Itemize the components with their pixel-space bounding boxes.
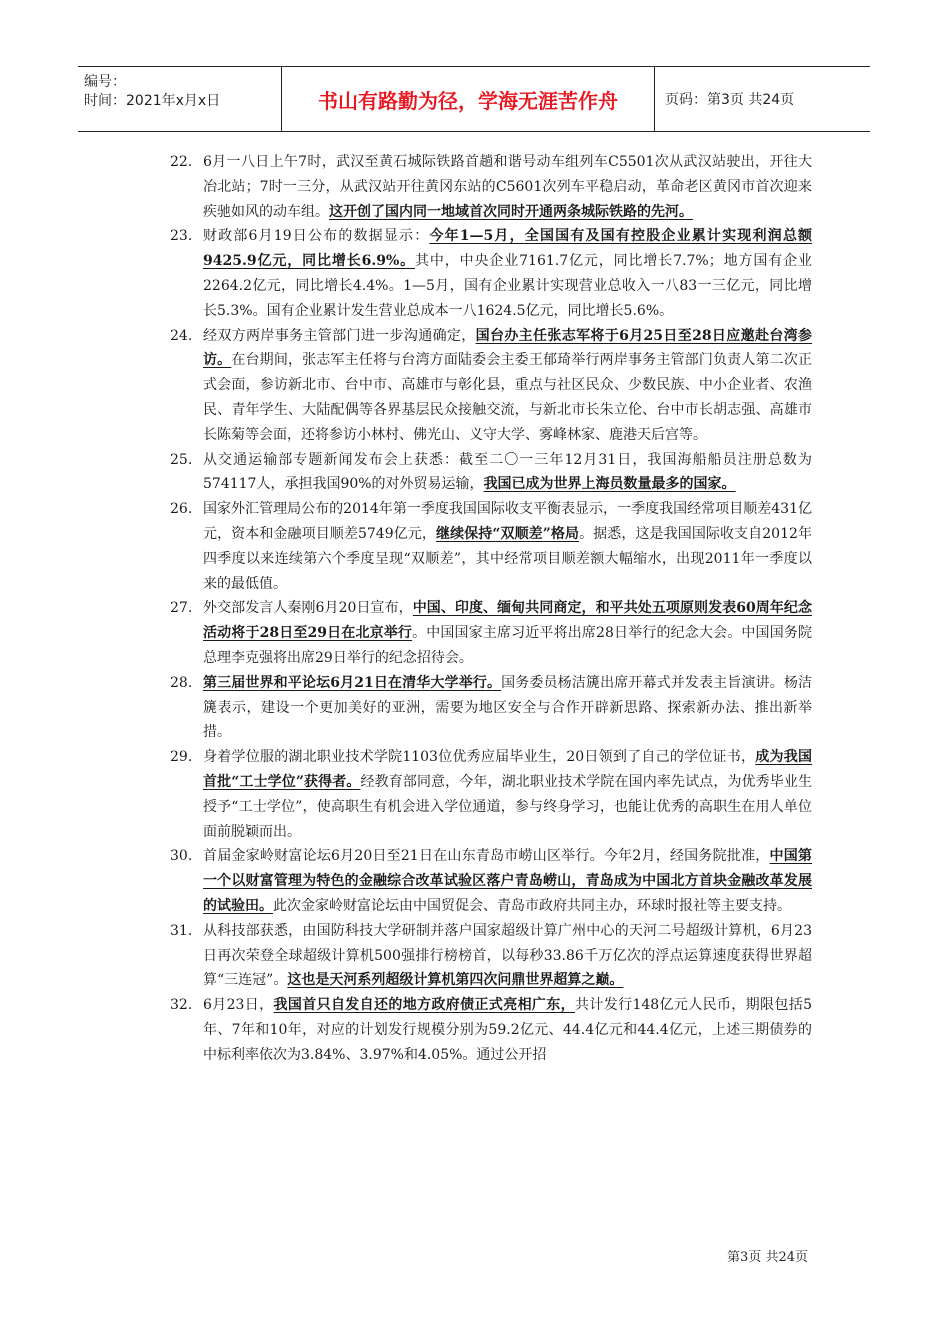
highlighted-text: 今年1—5月，全国国有及国有控股企业累计实现利润总额9425.9亿元，同比增长6.9%。 <box>203 228 812 270</box>
item-text: 国家外汇管理局公布的2014年第一季度我国国际收支平衡表显示，一季度我国经常项目顺差431亿元，资本和金融项目顺差5749亿元， <box>203 501 812 542</box>
list-item <box>170 844 812 918</box>
item-text: 首届金家岭财富论坛6月20日至21日在山东青岛市崂山区举行。今年2月，经国务院批准， <box>203 848 770 865</box>
list-item <box>170 497 812 596</box>
document-body <box>170 150 812 1067</box>
item-text: 6月23日， <box>203 997 274 1014</box>
item-text: 财政部6月19日公布的数据显示： <box>203 228 430 245</box>
list-item <box>170 150 812 224</box>
header-left-cell <box>78 67 282 131</box>
item-number: 27. <box>170 600 193 617</box>
highlighted-text: 这开创了国内同一地域首次同时开通两条城际铁路的先河。 <box>329 203 693 220</box>
document-date: 时间：2021年x月x日 <box>84 93 221 109</box>
header-motto: 书山有路勤为径，学海无涯苦作舟 <box>282 67 655 131</box>
highlighted-text: 国台办主任张志军将于6月25日至28日应邀赴台湾参访。 <box>203 327 812 369</box>
page-footer: 第3页 共24页 <box>727 1250 808 1265</box>
item-number: 32. <box>170 997 193 1014</box>
item-text: 经教育部同意，今年，湖北职业技术学院在国内率先试点，为优秀毕业生授予“工士学位”，使高职生有机会进入学位通道，参与终身学习，也能让优秀的高职生在用人单位面前脱颖而出。 <box>203 773 813 840</box>
list-item <box>170 224 812 323</box>
list-item <box>170 448 812 498</box>
item-text: 经双方两岸事务主管部门进一步沟通确定， <box>203 327 476 344</box>
highlighted-text: 中国第一个以财富管理为特色的金融综合改革试验区落户青岛崂山，青岛成为中国北方首块金融改革发展的试验田。 <box>203 848 813 914</box>
item-text: 。中国国家主席习近平将出席28日举行的纪念大会。中国国务院总理李克强将出席29日举行的纪念招待会。 <box>203 625 812 666</box>
item-number: 22. <box>170 154 193 170</box>
item-text: 此次金家岭财富论坛由中国贸促会、青岛市政府共同主办，环球时报社等主要支持。 <box>273 897 791 914</box>
highlighted-text: 我国已成为世界上海员数量最多的国家。 <box>483 476 736 493</box>
highlighted-text: 第三届世界和平论坛6月21日在清华大学举行。 <box>203 674 502 691</box>
highlighted-text: 我国首只自发自还的地方政府债正式亮相广东， <box>273 997 576 1014</box>
item-text: 共计发行148亿元人民币，期限包括5年、7年和10年，对应的计划发行规模分别为59.2亿元、44.4亿元和44.4亿元，上述三期债券的中标利率依次为3.84%、3.97%和4.05%。通过公开招 <box>203 997 812 1063</box>
item-text: 其中，中央企业7161.7亿元，同比增长7.7%；地方国有企业2264.2亿元，同比增长4.4%。1—5月，国有企业累计实现营业总收入一八83一三亿元，同比增长5.3%。国有企业累计发生营业总成本一八1624.5亿元，同比增长5.6%。 <box>203 253 812 319</box>
item-number: 25. <box>170 451 193 468</box>
list-item <box>170 993 812 1067</box>
highlighted-text: 这也是天河系列超级计算机第四次问鼎世界超算之巅。 <box>287 972 624 989</box>
list-item <box>170 324 812 448</box>
highlighted-text: 成为我国首批“工士学位”获得者。 <box>203 749 812 790</box>
item-text: 身着学位服的湖北职业技术学院1103位优秀应届毕业生，20日领到了自己的学位证书， <box>203 749 756 766</box>
list-item <box>170 919 812 993</box>
header-page-info: 页码：第3页 共24页 <box>665 92 795 108</box>
list-item <box>170 596 812 670</box>
item-number: 28. <box>170 674 193 691</box>
item-text: 。据悉，这是我国国际收支自2012年四季度以来连续第六个季度呈现“双顺差”，其中经常项目顺差额大幅缩水，出现2011年一季度以来的最低值。 <box>203 525 812 592</box>
highlighted-text: 继续保持“双顺差”格局 <box>435 525 580 542</box>
item-text: 6月一八日上午7时，武汉至黄石城际铁路首趟和谐号动车组列车C5501次从武汉站驶出，开往大冶北站；7时一三分，从武汉站开往黄冈东站的C5601次列车平稳启动，革命老区黄冈市首次迎来疾驰如风的动车组。 <box>203 154 812 220</box>
page-header <box>78 66 870 132</box>
list-item <box>170 745 812 844</box>
item-text: 国务委员杨洁篪出席开幕式并发表主旨演讲。杨洁篪表示，建设一个更加美好的亚洲，需要为地区安全与合作开辟新思路、探索新办法、推出新举措。 <box>203 674 812 741</box>
item-number: 30. <box>170 848 193 865</box>
item-number: 23. <box>170 228 193 245</box>
item-text: 外交部发言人秦刚6月20日宣布， <box>203 600 413 617</box>
item-number: 26. <box>170 501 193 518</box>
item-number: 24. <box>170 327 193 344</box>
list-item <box>170 671 812 745</box>
item-text: 从科技部获悉，由国防科技大学研制并落户国家超级计算广州中心的天河二号超级计算机，6月23日再次荣登全球超级计算机500强排行榜榜首，以每秒33.86千万亿次的浮点运算速度获得世界超算“三连冠”。 <box>203 922 812 989</box>
item-text: 在台期间，张志军主任将与台湾方面陆委会主委王郁琦举行两岸事务主管部门负责人第二次正式会面，参访新北市、台中市、高雄市与彰化县，重点与社区民众、少数民族、中小企业者、农渔民、青年学生、大陆配偶等各界基层民众接触交流，与新北市长朱立伦、台中市长胡志强、高雄市长陈菊等会面，还将参访小林村、佛光山、义守大学、雾峰林家、鹿港天后宫等。 <box>203 352 813 443</box>
item-number: 31. <box>170 922 193 939</box>
item-number: 29. <box>170 749 193 766</box>
item-text: 从交通运输部专题新闻发布会上获悉：截至二〇一三年12月31日，我国海船船员注册总数为574117人，承担我国90%的对外贸易运输， <box>203 451 812 493</box>
highlighted-text: 中国、印度、缅甸共同商定，和平共处五项原则发表60周年纪念活动将于28日至29日在北京举行 <box>203 600 812 642</box>
document-code-label: 编号： <box>84 74 126 90</box>
